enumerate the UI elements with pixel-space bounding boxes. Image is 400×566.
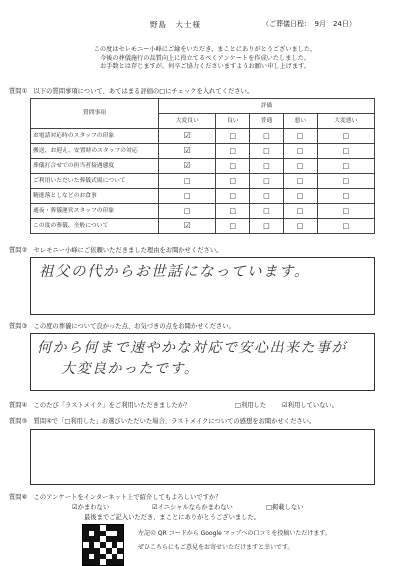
rating-checkbox[interactable] [216,204,250,219]
rating-checkbox[interactable] [159,174,216,189]
q6-option-initials[interactable]: ☑イニシャルならかまわない [152,504,233,511]
rating-checkbox[interactable] [283,189,317,204]
option-header: 悪い [283,114,317,129]
rating-checkbox[interactable] [283,159,317,174]
empty-box-icon: □ [296,161,304,170]
footer-line: 左記の QR コードから Google マップへの口コミを投稿いただけます。 [138,530,331,537]
q6-option-no[interactable]: □掲載しない [266,504,304,511]
empty-box-icon: □ [263,206,270,215]
empty-box-icon: □ [229,206,237,215]
empty-box-icon: □ [342,206,350,215]
empty-box-icon: □ [229,131,237,140]
rating-checkbox[interactable] [216,129,250,144]
q5-answer-box[interactable] [30,429,375,485]
empty-box-icon: □ [296,176,304,185]
q3-answer-line: 何から何まで速やかな対応で安心出来た事が [37,340,347,356]
rating-row [31,204,375,219]
empty-box-icon: □ [296,206,304,215]
empty-box-icon: □ [263,146,270,155]
rating-row [31,189,375,204]
checked-box-icon: ☑ [183,145,191,155]
rating-row-label: 精進落としなどのお食事 [31,189,159,204]
rating-checkbox[interactable] [159,144,216,159]
rating-table [30,98,375,234]
empty-box-icon: □ [183,176,191,185]
intro-text [55,46,355,72]
rating-checkbox[interactable] [216,219,250,234]
q3-answer-box[interactable] [30,333,375,391]
intro-line: お手数とは存じますが、何卒ご協力くださいますようお願い申し上げます。 [100,63,310,71]
header-eval: 評価 [159,99,375,114]
empty-box-icon: □ [229,146,237,155]
rating-checkbox[interactable] [317,174,374,189]
empty-box-icon: □ [296,221,304,230]
funeral-date: （ご葬儀日程： 9月 24日） [262,20,356,28]
rating-checkbox[interactable] [216,189,250,204]
q2-answer-box[interactable] [30,257,375,315]
empty-box-icon: □ [263,221,270,230]
header-item: 質問事項 [31,99,159,129]
rating-checkbox[interactable] [317,129,374,144]
rating-checkbox[interactable] [250,204,284,219]
empty-box-icon: □ [342,146,350,155]
rating-row-label: お電話対応時のスタッフの印象 [31,129,159,144]
q2-title: 質問② セレモニー小峰にご依頼いただきました理由をお聞かせください。 [9,247,223,254]
q4-title: 質問④ このたび「ラストメイク」をご利用いただきましたか？ [9,402,191,409]
empty-box-icon: □ [229,221,237,230]
empty-box-icon: □ [296,191,304,200]
rating-checkbox[interactable] [159,189,216,204]
empty-box-icon: □ [263,161,270,170]
rating-checkbox[interactable] [283,219,317,234]
rating-row [31,129,375,144]
option-header: 良い [216,114,250,129]
rating-checkbox[interactable] [283,174,317,189]
closing-text: 最後までご記入いただき、まことにありがとうございました。 [84,514,261,521]
q4-option-used[interactable]: □利用した [235,402,267,409]
empty-box-icon: □ [342,191,350,200]
empty-box-icon: □ [296,146,304,155]
rating-checkbox[interactable] [317,204,374,219]
rating-checkbox[interactable] [317,219,374,234]
rating-checkbox[interactable] [250,189,284,204]
empty-box-icon: □ [183,191,191,200]
q6-title: 質問⑥ このアンケートをインターネット上で紹介してもよろしいですか？ [9,494,222,501]
rating-checkbox[interactable] [250,219,284,234]
rating-row [31,219,375,234]
checked-box-icon: ☑ [183,220,191,230]
empty-box-icon: □ [229,191,237,200]
rating-checkbox[interactable] [216,159,250,174]
empty-box-icon: □ [342,161,350,170]
q5-title: 質問⑤ 質問④で「□利用した」お選びいただいた場合、ラストメイクについての感想をお聞かせください。 [9,418,316,425]
empty-box-icon: □ [263,191,270,200]
rating-checkbox[interactable] [250,174,284,189]
rating-checkbox[interactable] [283,129,317,144]
rating-row-label: 葬儀打合せでの担当者接遇態度 [31,159,159,174]
q1-title: 質問① 以下の質問事項について、あてはまる評価の□にチェックを入れてください。 [9,88,254,95]
rating-checkbox[interactable] [159,204,216,219]
rating-checkbox[interactable] [159,219,216,234]
rating-checkbox[interactable] [250,159,284,174]
rating-row-label: 搬送、お迎え、安置時のスタッフの対応 [31,144,159,159]
rating-checkbox[interactable] [283,204,317,219]
rating-row [31,174,375,189]
q3-title: 質問③ この度の葬儀について良かった点、お気づきの点をお聞かせください。 [9,323,235,330]
empty-box-icon: □ [342,131,350,140]
rating-row [31,144,375,159]
empty-box-icon: □ [342,221,350,230]
rating-row-label: 通夜・葬儀運営スタッフの印象 [31,204,159,219]
rating-row-label: ご利用いただいた葬儀式場について [31,174,159,189]
rating-checkbox[interactable] [216,174,250,189]
option-header: 大変良い [159,114,216,129]
option-header: 普通 [250,114,284,129]
q6-option-ok[interactable]: ☑かまわない [72,504,110,511]
qr-code-icon[interactable] [82,524,124,566]
q2-answer: 祖父の代からお世話になっています。 [39,264,310,280]
rating-checkbox[interactable] [250,144,284,159]
rating-row-label: この度の葬儀、全般について [31,219,159,234]
rating-row [31,159,375,174]
rating-checkbox[interactable] [317,144,374,159]
intro-line: 今後の葬儀施行の品質向上に役立てるべくアンケートを作成いたしました。 [99,54,310,62]
rating-checkbox[interactable] [317,189,374,204]
checked-box-icon: ☑ [183,160,191,170]
empty-box-icon: □ [263,131,270,140]
empty-box-icon: □ [296,131,304,140]
rating-checkbox[interactable] [283,144,317,159]
rating-checkbox[interactable] [317,159,374,174]
option-header: 大変悪い [317,114,374,129]
empty-box-icon: □ [229,161,237,170]
intro-line: この度はセレモニー小峰にご縁をいただき、まことにありがとうございました。 [93,46,317,53]
empty-box-icon: □ [263,176,270,185]
rating-checkbox[interactable] [216,144,250,159]
customer-name: 野島 大士様 [150,20,201,29]
empty-box-icon: □ [183,206,191,215]
empty-box-icon: □ [342,176,350,185]
rating-checkbox[interactable] [159,159,216,174]
footer-line: ぜひこちらにもご意見をお寄せいただけますと幸いです。 [138,544,294,551]
rating-checkbox[interactable] [250,129,284,144]
q4-option-not-used[interactable]: ☑利用していない。 [282,402,339,409]
empty-box-icon: □ [229,176,237,185]
q3-answer-line: 大変良かったです。 [61,361,200,377]
rating-checkbox[interactable] [159,129,216,144]
checked-box-icon: ☑ [183,130,191,140]
